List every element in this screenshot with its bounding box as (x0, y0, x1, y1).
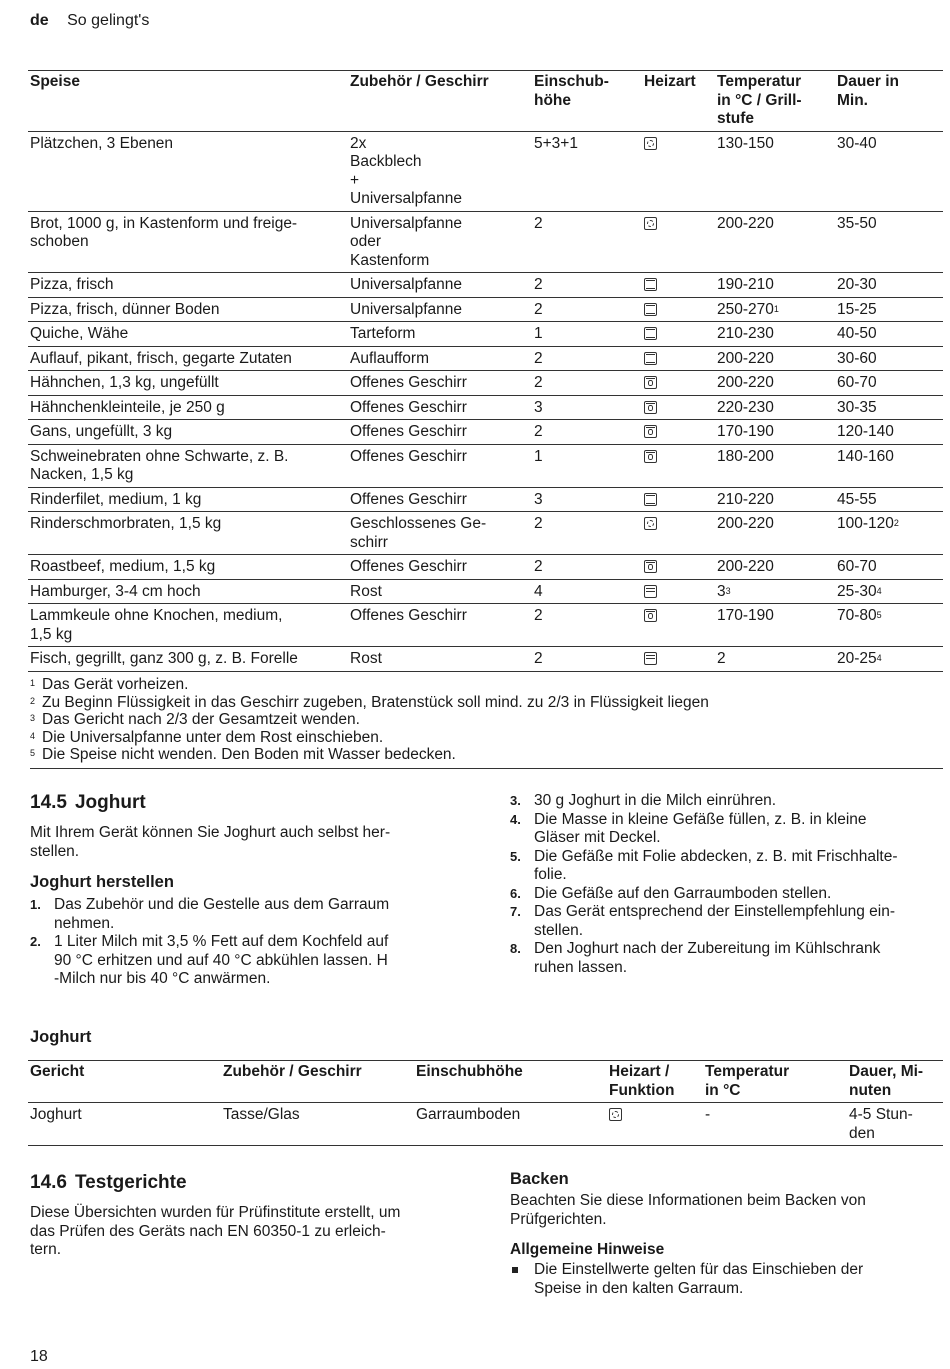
duration: 30-60 (837, 349, 877, 367)
grill-icon (644, 652, 657, 665)
step-number: 1. (30, 897, 41, 912)
dish-name: Gans, ungefüllt, 3 kg (28, 420, 348, 445)
step-item (510, 885, 945, 904)
dish-name: Lammkeule ohne Knochen, medium, 1,5 kg (28, 604, 348, 647)
circ-icon (644, 517, 657, 530)
duration: 40-50 (837, 325, 877, 342)
temperature: 210-220 (717, 490, 774, 508)
step-number: 7. (510, 904, 521, 919)
duration: 15-25 (837, 300, 877, 318)
accessory: Universalpfanne oder Kastenform (348, 211, 532, 273)
accessory: Offenes Geschirr (348, 371, 532, 396)
accessory: Offenes Geschirr (348, 395, 532, 420)
temperature: 220-230 (717, 398, 774, 416)
step-item (510, 792, 945, 811)
table-row (28, 512, 943, 555)
table-row (28, 1103, 943, 1146)
footnote-number: 4 (30, 730, 36, 741)
footnote-ref: 5 (876, 610, 882, 620)
temperature-cell (715, 579, 835, 604)
temperature-cell (715, 346, 835, 371)
shelf-level: 2 (532, 346, 642, 371)
duration: 140-160 (837, 447, 894, 465)
dish-name: Hamburger, 3-4 cm hoch (28, 579, 348, 604)
grill-icon (644, 585, 657, 598)
heat-type-cell (642, 487, 715, 512)
temperature: 250-270 (717, 300, 774, 318)
footnote (30, 746, 943, 764)
footnote-text: Zu Beginn Flüssigkeit in das Geschirr zugeben, Bratenstück soll mind. zu 2/3 in Flüssigkeit liegen (42, 693, 709, 711)
heat-type-cell (642, 579, 715, 604)
temperature-cell (715, 487, 835, 512)
table-row (28, 647, 943, 672)
duration-cell (835, 273, 943, 298)
top-bottom-heat-icon (644, 352, 657, 365)
temperature: 200-220 (717, 558, 774, 575)
language-code: de (30, 12, 49, 29)
column-header: Einschub- höhe (532, 71, 642, 132)
tests-intro: Diese Übersichten wurden für Prüfinstitute erstellt, um das Prüfen des Geräts nach EN 60350-1 zu erleich- tern. (30, 1204, 401, 1258)
yoghurt-steps-left (30, 896, 470, 989)
step-text: Die Gefäße auf den Garraumboden stellen. (534, 884, 832, 902)
table-row (28, 297, 943, 322)
footnote-text: Die Universalpfanne unter dem Rost einschieben. (42, 728, 384, 746)
duration-cell (835, 512, 943, 555)
temperature: 180-200 (717, 447, 774, 465)
duration-cell (835, 297, 943, 322)
yoghurt-function-icon (609, 1108, 622, 1121)
duration: 30-40 (837, 134, 877, 152)
dish-name: Pizza, frisch (28, 273, 348, 298)
table-row (28, 487, 943, 512)
temperature-cell (715, 211, 835, 273)
yoghurt-level: Garraumboden (414, 1103, 607, 1146)
section-heading-yoghurt: 14.5 Joghurt (30, 792, 146, 813)
column-header: Temperatur in °C / Grill- stufe (715, 71, 835, 132)
table-row (28, 395, 943, 420)
tests-section-left (30, 1172, 470, 1260)
footnote (30, 711, 943, 729)
temperature-cell (715, 395, 835, 420)
shelf-level: 2 (532, 604, 642, 647)
temperature: 200-220 (717, 374, 774, 391)
grill-fan-icon (644, 450, 657, 463)
footnote-ref: 4 (876, 653, 882, 663)
shelf-level: 2 (532, 371, 642, 396)
backen-text: Beachten Sie diese Informationen beim Backen von Prüfgerichten. (510, 1192, 866, 1228)
temperature-cell (715, 647, 835, 672)
step-text: Die Gefäße mit Folie abdecken, z. B. mit Frischhalte- folie. (534, 847, 898, 883)
table-row (28, 273, 943, 298)
duration-cell (835, 604, 943, 647)
step-text: 30 g Joghurt in die Milch einrühren. (534, 792, 777, 809)
list-item: Die Einstellwerte gelten für das Einschieben der Speise in den kalten Garraum. (510, 1261, 945, 1298)
column-header: Zubehör / Geschirr (221, 1061, 414, 1103)
duration-cell (835, 395, 943, 420)
yoghurt-steps-right (510, 792, 945, 977)
footnote (30, 694, 943, 712)
yoghurt-table (28, 1060, 943, 1146)
duration-cell (835, 346, 943, 371)
step-text: Die Masse in kleine Gefäße füllen, z. B. in kleine Gläser mit Deckel. (534, 810, 867, 846)
duration: 120-140 (837, 423, 894, 440)
dish-name: Roastbeef, medium, 1,5 kg (28, 555, 348, 580)
accessory: Offenes Geschirr (348, 604, 532, 647)
footnote-number: 1 (30, 678, 36, 688)
yoghurt-accessory: Tasse/Glas (221, 1103, 414, 1146)
grill-fan-icon (644, 401, 657, 414)
step-text: Das Zubehör und die Gestelle aus dem Garraum nehmen. (54, 896, 390, 932)
accessory: Auflaufform (348, 346, 532, 371)
dish-name: Pizza, frisch, dünner Boden (28, 297, 348, 322)
dish-name: Schweinebraten ohne Schwarte, z. B. Nacken, 1,5 kg (28, 444, 348, 487)
heat-type-cell (642, 647, 715, 672)
table-row (28, 322, 943, 347)
heat-type-cell (642, 273, 715, 298)
accessory: Offenes Geschirr (348, 420, 532, 445)
backen-heading: Backen (510, 1170, 569, 1188)
heat-type-cell (642, 395, 715, 420)
yoghurt-heat-cell (607, 1103, 703, 1146)
step-number: 3. (510, 793, 521, 808)
shelf-level: 2 (532, 211, 642, 273)
yoghurt-intro: Mit Ihrem Gerät können Sie Joghurt auch selbst her- stellen. (30, 824, 391, 860)
table-header-row (28, 71, 943, 132)
heat-type-cell (642, 131, 715, 211)
duration: 20-30 (837, 276, 877, 293)
column-header: Speise (28, 71, 348, 132)
footnote-number: 5 (30, 748, 36, 758)
duration-cell (835, 131, 943, 211)
footnote (30, 729, 943, 747)
temperature-cell (715, 131, 835, 211)
heat-type-cell (642, 420, 715, 445)
shelf-level: 2 (532, 512, 642, 555)
shelf-level: 2 (532, 273, 642, 298)
page-number: 18 (30, 1348, 48, 1365)
footnote-text: Das Gerät vorheizen. (42, 676, 189, 693)
duration: 45-55 (837, 490, 877, 508)
duration: 100-120 (837, 515, 894, 532)
temperature: 200-220 (717, 214, 774, 232)
duration-cell (835, 487, 943, 512)
temperature-cell (715, 420, 835, 445)
yoghurt-table-title: Joghurt (30, 1028, 92, 1046)
step-number: 8. (510, 941, 521, 956)
step-item (510, 903, 945, 940)
footnote-ref: 1 (773, 303, 779, 314)
grill-fan-icon (644, 609, 657, 622)
step-number: 2. (30, 934, 41, 949)
temperature: 190-210 (717, 276, 774, 293)
duration-cell (835, 579, 943, 604)
accessory: Rost (348, 579, 532, 604)
table-row (28, 444, 943, 487)
table-row (28, 371, 943, 396)
footnote-text: Das Gericht nach 2/3 der Gesamtzeit wenden. (42, 711, 360, 728)
temperature-cell (715, 273, 835, 298)
temperature-cell (715, 512, 835, 555)
column-header: Dauer in Min. (835, 71, 943, 132)
yoghurt-table-header-row (28, 1061, 943, 1103)
step-number: 6. (510, 885, 521, 901)
top-bottom-heat-icon (644, 327, 657, 340)
heat-type-cell (642, 322, 715, 347)
duration: 25-30 (837, 582, 877, 600)
duration: 70-80 (837, 607, 877, 624)
step-item (30, 896, 470, 933)
footnote (30, 676, 943, 694)
dish-name: Rinderschmorbraten, 1,5 kg (28, 512, 348, 555)
duration-cell (835, 647, 943, 672)
column-header: Heizart / Funktion (607, 1061, 703, 1103)
step-item (510, 940, 945, 977)
dish-name: Quiche, Wähe (28, 322, 348, 347)
yoghurt-section-left (30, 792, 470, 989)
column-header: Dauer, Mi- nuten (847, 1061, 943, 1103)
temperature-cell (715, 297, 835, 322)
step-item (510, 848, 945, 885)
yoghurt-temp: - (703, 1103, 847, 1146)
footnote-ref: 3 (725, 585, 731, 596)
footnote-text: Die Speise nicht wenden. Den Boden mit Wasser bedecken. (42, 746, 456, 763)
temperature: 130-150 (717, 134, 774, 152)
accessory: Universalpfanne (348, 297, 532, 322)
dish-name: Plätzchen, 3 Ebenen (28, 131, 348, 211)
section-heading-tests: 14.6 Testgerichte (30, 1172, 187, 1193)
dish-name: Brot, 1000 g, in Kastenform und freige- schoben (28, 211, 348, 273)
temperature: 170-190 (717, 423, 774, 440)
circ-icon (644, 137, 657, 150)
duration: 35-50 (837, 214, 877, 232)
yoghurt-subheading: Joghurt herstellen (30, 873, 174, 891)
shelf-level: 2 (532, 647, 642, 672)
duration-cell (835, 211, 943, 273)
footnote-number: 2 (30, 695, 36, 706)
table-row (28, 604, 943, 647)
step-number: 4. (510, 811, 521, 827)
column-header: Temperatur in °C (703, 1061, 847, 1103)
duration: 60-70 (837, 558, 877, 575)
accessory: Tarteform (348, 322, 532, 347)
temperature-cell (715, 604, 835, 647)
step-number: 5. (510, 848, 521, 864)
duration-cell (835, 420, 943, 445)
duration: 30-35 (837, 398, 877, 416)
shelf-level: 2 (532, 420, 642, 445)
accessory: Universalpfanne (348, 273, 532, 298)
step-item (510, 811, 945, 848)
dish-name: Hähnchen, 1,3 kg, ungefüllt (28, 371, 348, 396)
hinweise-heading: Allgemeine Hinweise (510, 1241, 665, 1258)
column-header: Heizart (642, 71, 715, 132)
cooking-table (28, 70, 943, 672)
temperature: 200-220 (717, 349, 774, 367)
dish-name: Fisch, gegrillt, ganz 300 g, z. B. Forelle (28, 647, 348, 672)
accessory: Geschlossenes Ge- schirr (348, 512, 532, 555)
hinweise-list (510, 1261, 945, 1298)
temperature-cell (715, 322, 835, 347)
grill-fan-icon (644, 376, 657, 389)
heat-type-cell (642, 346, 715, 371)
section-name: So gelingt's (67, 12, 150, 29)
shelf-level: 3 (532, 395, 642, 420)
table-row (28, 346, 943, 371)
heat-type-cell (642, 211, 715, 273)
step-text: 1 Liter Milch mit 3,5 % Fett auf dem Kochfeld auf 90 °C erhitzen und auf 40 °C abkühlen lassen. H -Milch nur bis 40 °C anwärmen. (54, 933, 389, 987)
temperature-cell (715, 555, 835, 580)
step-text: Das Gerät entsprechend der Einstellempfehlung ein- stellen. (534, 903, 896, 939)
yoghurt-section-right (510, 792, 945, 977)
column-header: Zubehör / Geschirr (348, 71, 532, 132)
heat-type-cell (642, 371, 715, 396)
step-text: Den Joghurt nach der Zubereitung im Kühlschrank ruhen lassen. (534, 940, 881, 976)
shelf-level: 4 (532, 579, 642, 604)
table-row (28, 579, 943, 604)
temperature-cell (715, 444, 835, 487)
footnotes (30, 676, 943, 769)
heat-type-cell (642, 604, 715, 647)
accessory: Offenes Geschirr (348, 487, 532, 512)
table-row (28, 420, 943, 445)
temperature: 200-220 (717, 515, 774, 532)
duration-cell (835, 371, 943, 396)
table-row (28, 555, 943, 580)
step-item (30, 933, 470, 989)
footnote-number: 3 (30, 713, 36, 723)
accessory: Rost (348, 647, 532, 672)
footnote-ref: 2 (893, 518, 899, 528)
heat-type-cell (642, 444, 715, 487)
accessory: 2x Backblech + Universalpfanne (348, 131, 532, 211)
shelf-level: 5+3+1 (532, 131, 642, 211)
grill-fan-icon (644, 425, 657, 438)
shelf-level: 2 (532, 297, 642, 322)
heat-type-cell (642, 512, 715, 555)
table-row (28, 211, 943, 273)
top-bottom-heat-icon (644, 278, 657, 291)
temperature: 3 (717, 582, 726, 600)
top-bottom-heat-icon (644, 303, 657, 316)
circ-icon (644, 217, 657, 230)
dish-name: Rinderfilet, medium, 1 kg (28, 487, 348, 512)
shelf-level: 3 (532, 487, 642, 512)
temperature: 2 (717, 650, 726, 667)
duration-cell (835, 322, 943, 347)
page-header (30, 12, 149, 30)
column-header: Gericht (28, 1061, 221, 1103)
footnote-ref: 4 (876, 585, 882, 596)
shelf-level: 1 (532, 322, 642, 347)
heat-type-cell (642, 297, 715, 322)
table-row (28, 131, 943, 211)
yoghurt-dish: Joghurt (28, 1103, 221, 1146)
top-bottom-heat-icon (644, 493, 657, 506)
accessory: Offenes Geschirr (348, 555, 532, 580)
shelf-level: 1 (532, 444, 642, 487)
dish-name: Hähnchenkleinteile, je 250 g (28, 395, 348, 420)
column-header: Einschubhöhe (414, 1061, 607, 1103)
duration-cell (835, 555, 943, 580)
heat-type-cell (642, 555, 715, 580)
yoghurt-duration: 4-5 Stun- den (847, 1103, 943, 1146)
duration-cell (835, 444, 943, 487)
temperature: 210-230 (717, 325, 774, 342)
duration: 60-70 (837, 374, 877, 391)
temperature: 170-190 (717, 607, 774, 624)
temperature-cell (715, 371, 835, 396)
dish-name: Auflauf, pikant, frisch, gegarte Zutaten (28, 346, 348, 371)
accessory: Offenes Geschirr (348, 444, 532, 487)
shelf-level: 2 (532, 555, 642, 580)
grill-fan-icon (644, 560, 657, 573)
tests-section-right (510, 1170, 945, 1298)
duration: 20-25 (837, 650, 877, 667)
